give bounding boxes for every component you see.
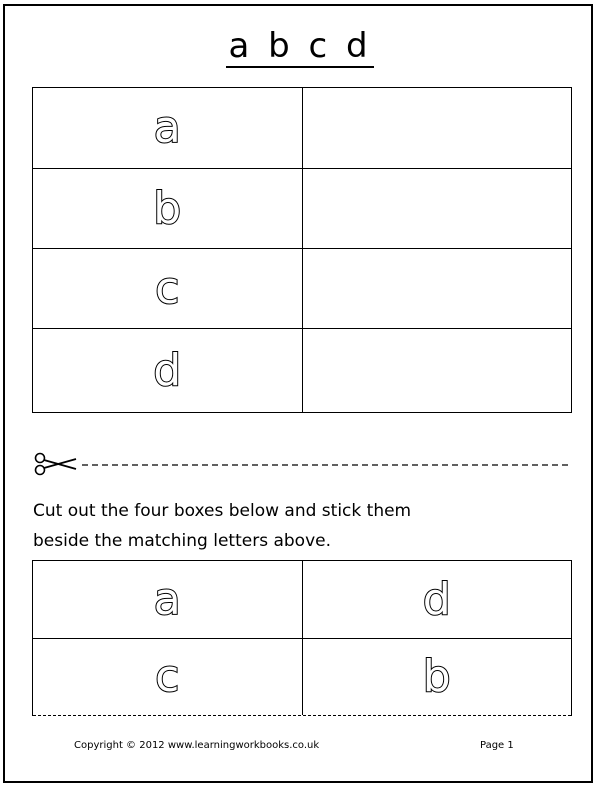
letter-cell (33, 329, 302, 412)
page-number: Page 1 (480, 740, 514, 751)
answer-cell (302, 88, 572, 168)
cutout-box (302, 639, 572, 715)
instruction-line: beside the matching letters above. (33, 531, 331, 551)
matching-table (32, 87, 572, 413)
table-row (33, 329, 571, 412)
letter-cell (33, 249, 302, 328)
letter-cell (33, 88, 302, 168)
table-row (33, 169, 571, 249)
table-row (33, 561, 571, 639)
title-text: a b c d (228, 26, 372, 66)
letter-d: d (153, 344, 182, 396)
answer-cell (302, 329, 572, 412)
table-row (33, 88, 571, 169)
table-row (33, 249, 571, 329)
answer-cell (302, 169, 572, 248)
answer-cell (302, 249, 572, 328)
table-row (33, 639, 571, 716)
copyright-text: Copyright © 2012 www.learningworkbooks.co.uk (74, 740, 320, 751)
page-title (0, 24, 600, 68)
instruction-line: Cut out the four boxes below and stick them (33, 501, 412, 521)
cutout-letter-b: b (422, 651, 451, 702)
instructions (33, 496, 573, 556)
cutout-letter-d: d (422, 573, 451, 625)
cut-line (32, 452, 570, 476)
letter-b: b (153, 182, 182, 234)
cutout-letter-c: c (155, 651, 180, 702)
cutout-letter-a: a (153, 573, 181, 625)
letter-c: c (155, 262, 180, 314)
letter-cell (33, 169, 302, 248)
letter-a: a (153, 102, 181, 153)
cutout-table (32, 560, 572, 716)
cutout-box (302, 561, 572, 638)
scissors-icon (32, 452, 570, 476)
cutout-box (33, 639, 302, 715)
cutout-box (33, 561, 302, 638)
